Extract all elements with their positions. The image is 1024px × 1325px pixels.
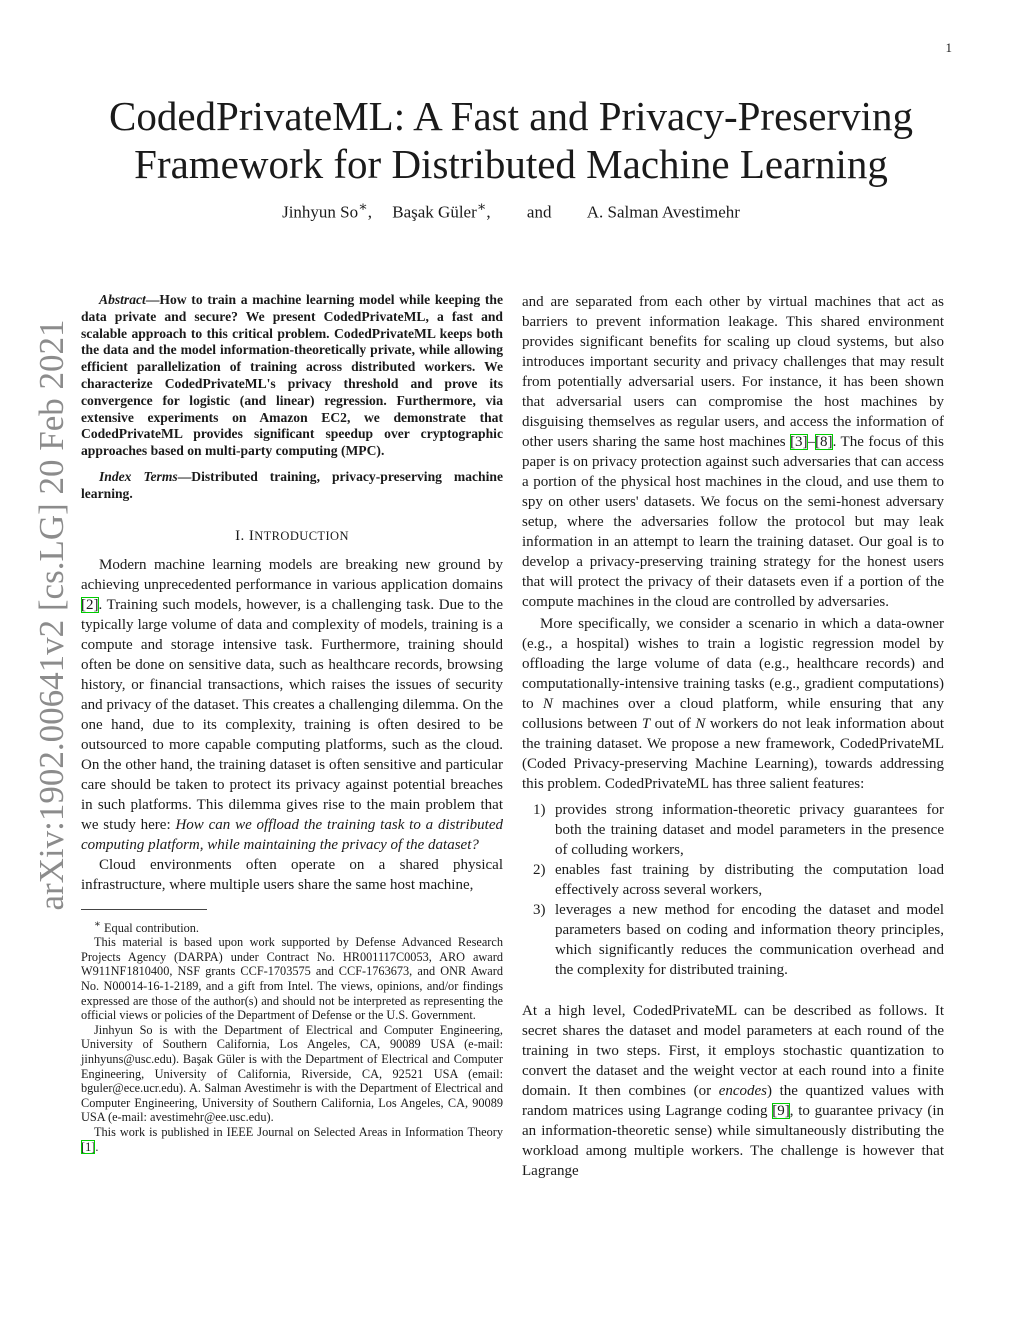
body-text: ) the quantized values with random matrices using Lagrange coding bbox=[522, 1083, 944, 1119]
citation-link[interactable]: [8] bbox=[815, 434, 833, 450]
body-text: More specifically, we consider a scenario in which a data-owner (e.g., a hospital) wishes to train a logistic regression model by offloading the large volume of data (e.g., healthcare records) and computationally-intensive training tasks (e.g., gradient computations) to bbox=[522, 616, 944, 712]
footnote-text: This work is published in IEEE Journal on Selected Areas in Information Theory bbox=[94, 1124, 503, 1139]
equal-contribution-mark: ∗ bbox=[358, 199, 368, 215]
body-text: machines over a cloud platform, while ensuring that any collusions between bbox=[522, 696, 944, 732]
right-column bbox=[522, 292, 944, 1181]
body-text: out of bbox=[650, 716, 696, 732]
list-item-number: 2) bbox=[533, 862, 546, 878]
body-paragraph-overview bbox=[522, 1001, 944, 1181]
index-terms-text: Distributed training, privacy-preserving machine learning. bbox=[81, 468, 503, 501]
intro-paragraph-1 bbox=[81, 555, 503, 855]
citation-link[interactable]: [2] bbox=[81, 596, 99, 613]
footnote-text: Equal contribution. bbox=[100, 920, 199, 935]
footnotes bbox=[81, 918, 503, 1155]
list-item-text: enables fast training by distributing the computation load effectively across several workers, bbox=[555, 862, 944, 898]
list-item-number: 1) bbox=[533, 802, 546, 818]
list-item bbox=[522, 860, 944, 900]
section-title-initial: I bbox=[248, 527, 255, 544]
intro-paragraph-2: Cloud environments often operate on a shared physical infrastructure, where multiple users share the same host machine, bbox=[81, 856, 503, 893]
page-number: 1 bbox=[945, 40, 952, 55]
list-item-text: provides strong information-theoretic privacy guarantees for both the training dataset and model parameters in the presence of colluding workers, bbox=[555, 802, 944, 858]
list-item-text: leverages a new method for encoding the dataset and model parameters based on coding and information theory principles, which significantly reduces the communication overhead and the complexity for distributed training. bbox=[555, 902, 944, 978]
body-paragraph-shared-environment bbox=[522, 292, 944, 612]
footnote-text: . bbox=[95, 1139, 99, 1154]
paper-title bbox=[80, 92, 942, 188]
list-item bbox=[522, 800, 944, 860]
citation-link[interactable]: [3] bbox=[790, 434, 808, 450]
footnote-affiliations: Jinhyun So is with the Department of Electrical and Computer Engineering, University of Southern California, Los Angeles, CA, 90089 USA (e-mail: jinhyuns@usc.edu). Başak Güler is with the Department of Electrical and Computer Engineering, University of California, Riverside, CA, 92521 USA (email: bguler@ece.ucr.edu). A. Salman Avestimehr is with the Department of Electrical and Computer Engineering, University of Southern California, Los Angeles, CA, 90089 USA (e-mail: avestimehr@ee.usc.edu). bbox=[81, 1022, 503, 1125]
body-text: workers do not leak information about the training dataset. We propose a new framework, CodedPrivateML (Coded Privacy-preserving Machine Learning), towards addressing this problem. CodedPrivateML has three salient features: bbox=[522, 716, 944, 792]
author-1: Jinhyun So bbox=[282, 202, 359, 222]
intro-text: Modern machine learning models are breaking new ground by achieving unprecedented performance in various application domains bbox=[81, 556, 503, 593]
math-symbol-t: T bbox=[641, 716, 651, 732]
equal-contribution-mark: ∗ bbox=[476, 199, 487, 215]
section-numeral: I. bbox=[235, 527, 245, 544]
math-symbol-n: N bbox=[542, 696, 553, 712]
research-question: How can we offload the training task to a distributed computing platform, while maintaining the privacy of the dataset? bbox=[81, 816, 503, 853]
math-symbol-n: N bbox=[695, 716, 706, 732]
footnote-mark: ∗ bbox=[94, 918, 101, 930]
features-list bbox=[522, 800, 944, 980]
footnote-equal-contribution bbox=[81, 918, 503, 936]
emphasized-term: encodes bbox=[718, 1083, 767, 1099]
author-list: Jinhyun So∗, Başak Güler∗, and A. Salman Avestimehr bbox=[282, 199, 740, 222]
list-item bbox=[522, 900, 944, 980]
author-3: A. Salman Avestimehr bbox=[586, 202, 740, 222]
list-item-number: 3) bbox=[533, 902, 546, 918]
title-line-1: CodedPrivateML: A Fast and Privacy-Preserving bbox=[109, 93, 913, 139]
body-paragraph-scenario bbox=[522, 614, 944, 794]
author-2: Başak Güler bbox=[392, 202, 477, 222]
index-terms bbox=[81, 469, 503, 503]
body-text: , to guarantee privacy (in an information-theoretic sense) while simultaneously distributing the workload among multiple workers. The challenge is however that Lagrange bbox=[522, 1103, 944, 1179]
index-terms-dash: — bbox=[177, 468, 192, 484]
footnote-funding: This material is based upon work supported by Defense Advanced Research Projects Agency (DARPA) under Contract No. HR001117C0053, ARO award W911NF1810400, NSF grants CCF-1703575 and CCF-1763673, and ONR Award No. N00014-16-1-2189, and a gift from Intel. The views, opinions, and/or findings expressed are those of the author(s) and should not be interpreted as representing the official views or policies of the Department of Defense or the U.S. Government. bbox=[81, 935, 503, 1023]
index-terms-label: Index Terms bbox=[99, 468, 178, 484]
abstract bbox=[81, 292, 503, 460]
abstract-label: Abstract bbox=[99, 292, 146, 307]
footnote-rule bbox=[81, 909, 207, 910]
arxiv-stamp: arXiv:1902.00641v2 [cs.LG] 20 Feb 2021 bbox=[32, 319, 71, 911]
intro-text: . Training such models, however, is a challenging task. Due to the typically large volume of data and complexity of models, training is a compute and storage intensive task. Furthermore, training should often be done on sensitive data, such as healthcare records, browsing history, or financial transactions, which raises the issues of security and privacy of the dataset. This creates a challenging dilemma. On the one hand, due to its complexity, training is often desired to be outsourced to more capable computing platforms, such as the cloud. On the other hand, the training dataset is often sensitive and particular care should be taken to protect its privacy against potential breaches in such platforms. This dilemma gives rise to the main problem that we study here: bbox=[81, 596, 503, 833]
section-heading-introduction bbox=[81, 526, 503, 546]
citation-link[interactable]: [1] bbox=[81, 1139, 96, 1154]
author-conjunction: and bbox=[526, 202, 552, 222]
abstract-dash: — bbox=[145, 292, 160, 307]
citation-range-dash: – bbox=[807, 434, 816, 450]
body-text: and are separated from each other by virtual machines that act as barriers to prevent information leakage. This shared environment provides significant benefits for scaling up cloud systems, but also introduces important security and privacy challenges that may result from potentially adversarial users. For instance, it has been shown that adversarial users can compromise the host machines by disguising themselves as regular users, and access the information of other users sharing the same host machines bbox=[522, 294, 944, 450]
left-column bbox=[81, 292, 503, 1154]
citation-link[interactable]: [9] bbox=[772, 1103, 790, 1119]
footnote-publication bbox=[81, 1125, 503, 1154]
body-text: At a high level, CodedPrivateML can be described as follows. It secret shares the dataset and model parameters at each round of the training in two steps. First, it employs stochastic quantization to convert the dataset and the weight vector at each round into a finite domain. It then combines (or bbox=[522, 1003, 944, 1099]
body-text: . The focus of this paper is on privacy protection against such adversaries that can access a portion of the physical host machines in the cloud, and use them to spy on other users' datasets. We focus on the semi-honest adversary setup, where the adversaries follow the protocol but may leak information in an attempt to learn the training dataset. Our goal is to develop a privacy-preserving training strategy for the honest users that will protect the privacy of their datasets even if a portion of the compute machines in the cloud are controlled by adversaries. bbox=[522, 434, 944, 610]
abstract-text: How to train a machine learning model while keeping the data private and secure? We present CodedPrivateML, a fast and scalable approach to this critical problem. CodedPrivateML keeps both the data and the model information-theoretically private, while allowing efficient parallelization of training across distributed workers. We characterize CodedPrivateML's privacy threshold and prove its convergence for logistic (and linear) regression. Furthermore, via extensive experiments on Amazon EC2, we demonstrate that CodedPrivateML provides significant speedup over cryptographic approaches based on multi-party computing (MPC). bbox=[81, 292, 503, 459]
title-line-2: Framework for Distributed Machine Learning bbox=[134, 141, 888, 187]
section-title-rest: NTRODUCTION bbox=[254, 528, 349, 543]
